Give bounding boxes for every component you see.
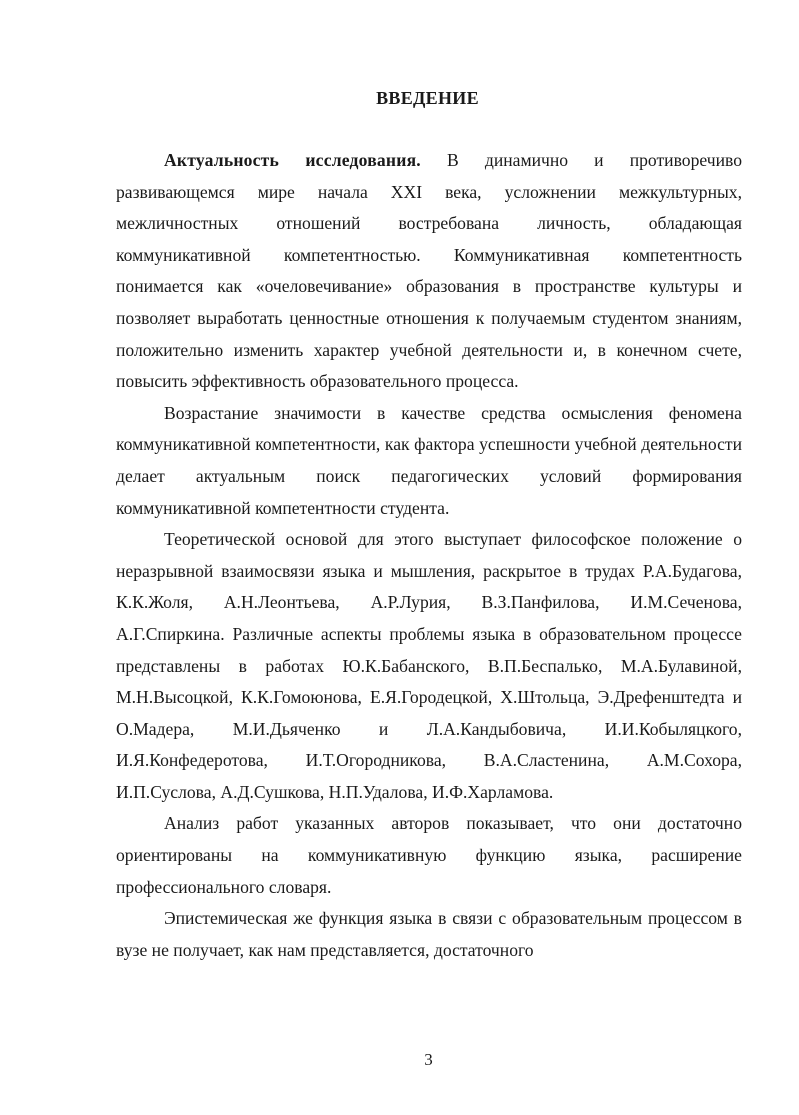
- paragraph-text: В динамично и противоречиво развивающемся мире начала XXI века, усложнении межкультурных, межличностных отношений востребована личность, обладающая коммуникативной компетентностью. Коммуникативная компетентность понимается как «очеловечивание» образования в пространстве культуры и позволяет выработать ценностные отношения к получаемым студентом знаниям, положительно изменить характер учебной деятельности и, в конечном счете, повысить эффективность образовательного процесса.: [116, 150, 742, 392]
- paragraph-relevance: [116, 145, 742, 398]
- paragraph-lead: Актуальность исследования.: [164, 150, 421, 170]
- body-text: [116, 145, 742, 966]
- paragraph-significance: Возрастание значимости в качестве средства осмысления феномена коммуникативной компетентности, как фактора успешности учебной деятельности делает актуальным поиск педагогических условий формирования коммуникативной компетентности студента.: [116, 402, 742, 518]
- paragraph-epistemic-function: Эпистемическая же функция языка в связи с образовательным процессом в вузе не получает, как нам представляется, достаточного: [116, 908, 742, 960]
- section-heading: ВВЕДЕНИЕ: [376, 88, 479, 108]
- paragraph-theoretical-basis: Теоретической основой для этого выступает философское положение о неразрывной взаимосвязи языка и мышления, раскрытое в трудах Р.А.Будагова, К.К.Жоля, А.Н.Леонтьева, А.Р.Лурия, В.З.Панфилова, И.М.Сеченова, А.Г.Спиркина. Различные аспекты проблемы языка в образовательном процессе представлены в работах Ю.К.Бабанского, В.П.Беспалько, М.А.Булавиной, М.Н.Высоцкой, К.К.Гомоюнова, Е.Я.Городецкой, Х.Штольца, Э.Дрефенштедта и О.Мадера, М.И.Дьяченко и Л.А.Кандыбовича, И.И.Кобыляцкого, И.Я.Конфедеротова, И.Т.Огородникова, В.А.Сластенина, А.М.Сохора, И.П.Суслова, А.Д.Сушкова, Н.П.Удалова, И.Ф.Харламова.: [116, 529, 742, 802]
- page-number: 3: [424, 1050, 433, 1069]
- paragraph-analysis: Анализ работ указанных авторов показывает, что они достаточно ориентированы на коммуникативную функцию языка, расширение профессионального словаря.: [116, 813, 742, 897]
